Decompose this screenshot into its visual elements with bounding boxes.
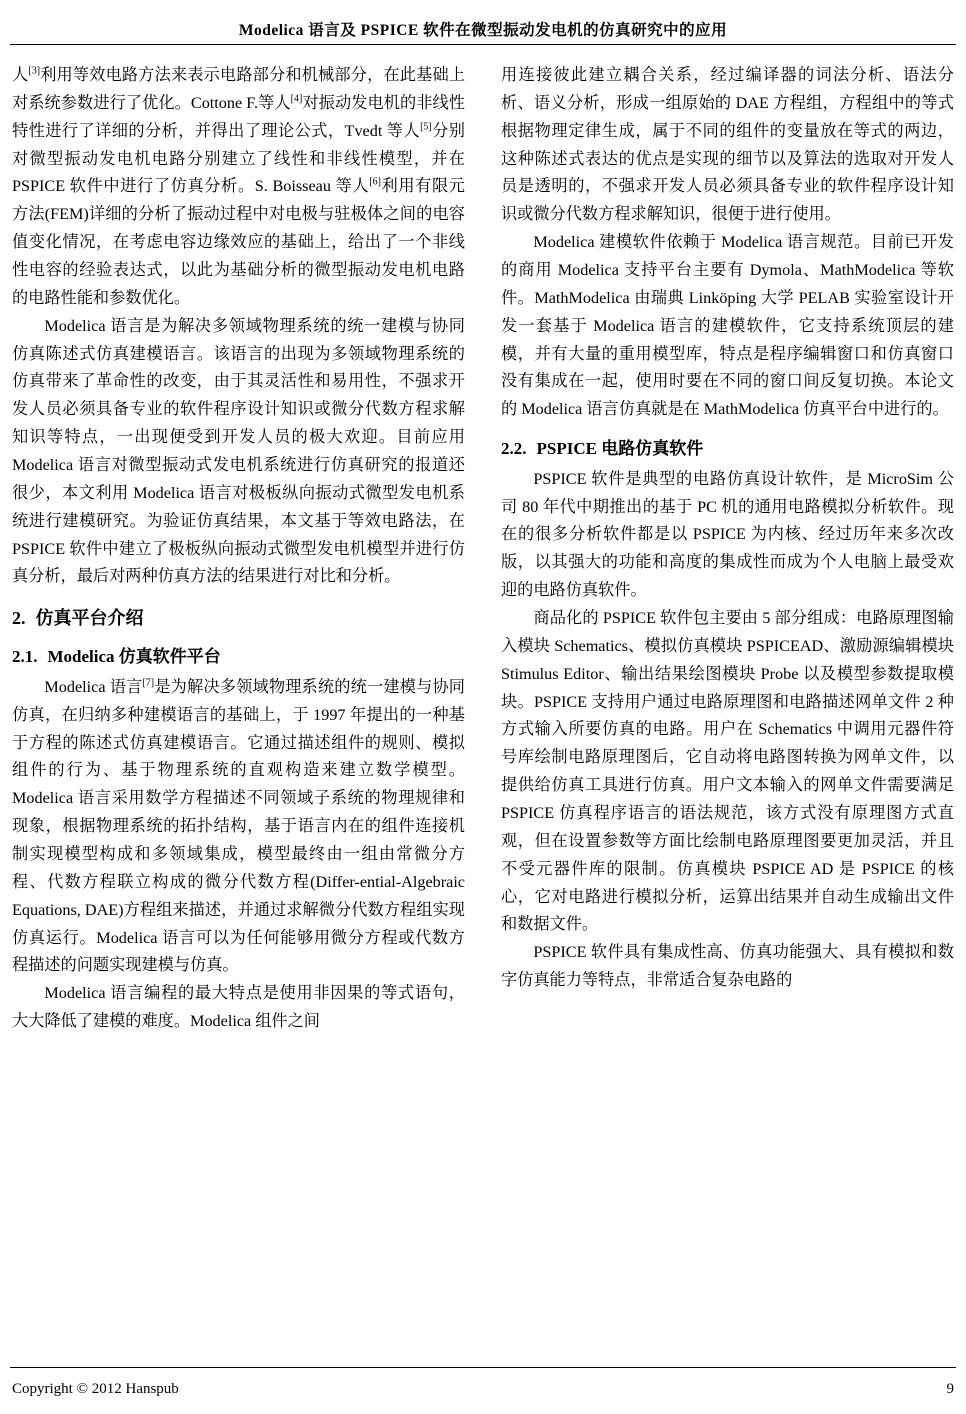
- paragraph-right-5: PSPICE 软件具有集成性高、仿真功能强大、具有模拟和数字仿真能力等特点，非常适合复杂电路的: [501, 943, 954, 990]
- citation-ref-4: [4]: [290, 93, 303, 105]
- paragraph-left-1-part-c: 对振动发电机的非线性特性进行了详细的分析，并得出了理论公式，Tvedt 等人: [12, 93, 465, 140]
- paragraph-left-1-part-b: 利用等效电路方法来表示电路部分和机械部分，在此基础上对系统参数进行了优化。Cottone F.等人: [12, 66, 466, 112]
- paragraph-left-3-part-a: Modelica 语言: [44, 677, 143, 696]
- running-head: Modelica 语言及 PSPICE 软件在微型振动发电机的仿真研究中的应用: [238, 22, 728, 39]
- copyright-text: Copyright © 2012 Hanspub: [12, 1381, 179, 1397]
- paragraph-left-3-part-b: 是为解决多领域物理系统的统一建模与协同仿真，在归纳多种建模语言的基础上，于 1997 年提出的一种基于方程的陈述式仿真建模语言。它通过描述组件的规则、模拟组件的行为、基于物理系统的直观构造来建立数学模型。Modelica 语言采用数学方程描述不同领域子系统的物理规律和现象，根据物理系统的拓扑结构，基于语言内在的组件连接机制实现模型构成和多领域集成，模型最终由一组由常微分方程、代数方程联立构成的微分代数方程(Differ-ential-Algebraic Equations, DAE)方程组来描述，并通过求解微分代数方程组实现仿真运行。Modelica 语言可以为任何能够用微分方程或代数方程描述的问题实现建模与仿真。: [12, 677, 465, 975]
- paragraph-right-3: PSPICE 软件是典型的电路仿真设计软件，是 MicroSim 公司 80 年代中期推出的基于 PC 机的通用电路模拟分析软件。现在的很多分析软件都是以 PSPICE 为内核、经过历年来多次改版，以其强大的功能和高度的集成性而成为个人电脑上最受欢迎的电路仿真软件。: [501, 469, 954, 600]
- left-column: [12, 62, 465, 1347]
- two-column-body: [12, 62, 954, 1347]
- citation-ref-6: [6]: [369, 177, 381, 189]
- footer-divider: [10, 1367, 956, 1368]
- paragraph-left-4: Modelica 语言编程的最大特点是使用非因果的等式语句，大大降低了建模的难度。Modelica 组件之间: [12, 984, 465, 1031]
- section-title-2-2: PSPICE 电路仿真软件: [536, 439, 704, 459]
- page-footer: [12, 1381, 954, 1398]
- section-number-2-2: 2.2.: [501, 439, 527, 459]
- citation-ref-7: [7]: [142, 677, 155, 689]
- paragraph-left-1: [12, 62, 465, 313]
- paragraph-left-1-part-d: 分别对微型振动发电机电路分别建立了线性和非线性模型，并在 PSPICE 软件中进行了仿真分析。S. Boisseau 等人: [12, 121, 465, 196]
- citation-ref-5: [5]: [420, 121, 432, 133]
- paragraph-right-4: 商品化的 PSPICE 软件包主要由 5 部分组成：电路原理图输入模块 Schematics、模拟仿真模块 PSPICEAD、激励源编辑模块 Stimulus Editor、输出结果绘图模块 Probe 以及模型参数提取模块。PSPICE 支持用户通过电路原理图和电路描述网单文件 2 种方式输入所要仿真的电路。用户在 Schematics 中调用元器件符号库绘制电路原理图后，它自动将电路图转换为网单文件，以提供给仿真工具进行仿真。用户文本输入的网单文件需要满足 PSPICE 仿真程序语言的语法规范，该方式没有原理图方式直观，但在设置参数等方面比绘制电路原理图要更加灵活，并且不受元器件库的限制。仿真模块 PSPICE AD 是 PSPICE 的核心，它对电路进行模拟分析，运算出结果并自动生成输出文件和数据文件。: [501, 608, 954, 934]
- paragraph-right-2: Modelica 建模软件依赖于 Modelica 语言规范。目前已开发的商用 Modelica 支持平台主要有 Dymola、MathModelica 等软件。MathModelica 由瑞典 Linköping 大学 PELAB 实验室设计开发一套基于 Modelica 语言的建模软件，它支持系统顶层的建模，并有大量的重用模型库，特点是程序编辑窗口和仿真窗口没有集成在一起，使用时要在不同的窗口间反复切换。本论文的 Modelica 语言仿真就是在 MathModelica 仿真平台中进行的。: [501, 233, 954, 419]
- section-heading-2-1: [12, 644, 465, 670]
- paragraph-left-2: Modelica 语言是为解决多领域物理系统的统一建模与协同仿真陈述式仿真建模语言。该语言的出现为多领域物理系统的仿真带来了革命性的改变，由于其灵活性和易用性，不强求开发人员必须具备专业的软件程序设计知识或微分代数方程求解知识等特点，一出现便受到开发人员的极大欢迎。目前应用 Modelica 语言对微型振动式发电机系统进行仿真研究的报道还很少，本文利用 Modelica 语言对极板纵向振动式微型发电机系统进行建模研究。为验证仿真结果，本文基于等效电路法，在 PSPICE 软件中建立了极板纵向振动式微型发电机模型并进行仿真分析，最后对两种仿真方法的结果进行对比和分析。: [12, 316, 465, 586]
- section-number-2: 2.: [12, 608, 26, 629]
- section-heading-2-2: [501, 436, 954, 462]
- section-title-2: 仿真平台介绍: [35, 608, 144, 629]
- paragraph-left-1-part-e: 利用有限元方法(FEM)详细的分析了振动过程中对电极与驻极体之间的电容值变化情况，在考虑电容边缘效应的基础上，给出了一个非线性电容的经验表达式，以此为基础分析的微型振动发电机电路的电路性能和参数优化。: [12, 177, 465, 307]
- citation-ref-3: [3]: [28, 65, 41, 77]
- page-number: 9: [946, 1381, 954, 1397]
- section-title-2-1: Modelica 仿真软件平台: [47, 647, 221, 667]
- header-divider: [10, 44, 956, 45]
- paragraph-left-3: [12, 674, 465, 980]
- section-number-2-1: 2.1.: [12, 647, 38, 667]
- paragraph-left-1-part-a: 人: [12, 66, 29, 84]
- right-column: [501, 62, 954, 1347]
- section-heading-2: [12, 605, 465, 632]
- paragraph-right-1: 用连接彼此建立耦合关系，经过编译器的词法分析、语法分析、语义分析，形成一组原始的 DAE 方程组，方程组中的等式根据物理定律生成，属于不同的组件的变量放在等式的两边，这种陈述式表达的优点是实现的细节以及算法的选取对开发人员是透明的，不强求开发人员必须具备专业的软件程序设计知识或微分代数方程求解知识，很便于进行使用。: [501, 66, 954, 224]
